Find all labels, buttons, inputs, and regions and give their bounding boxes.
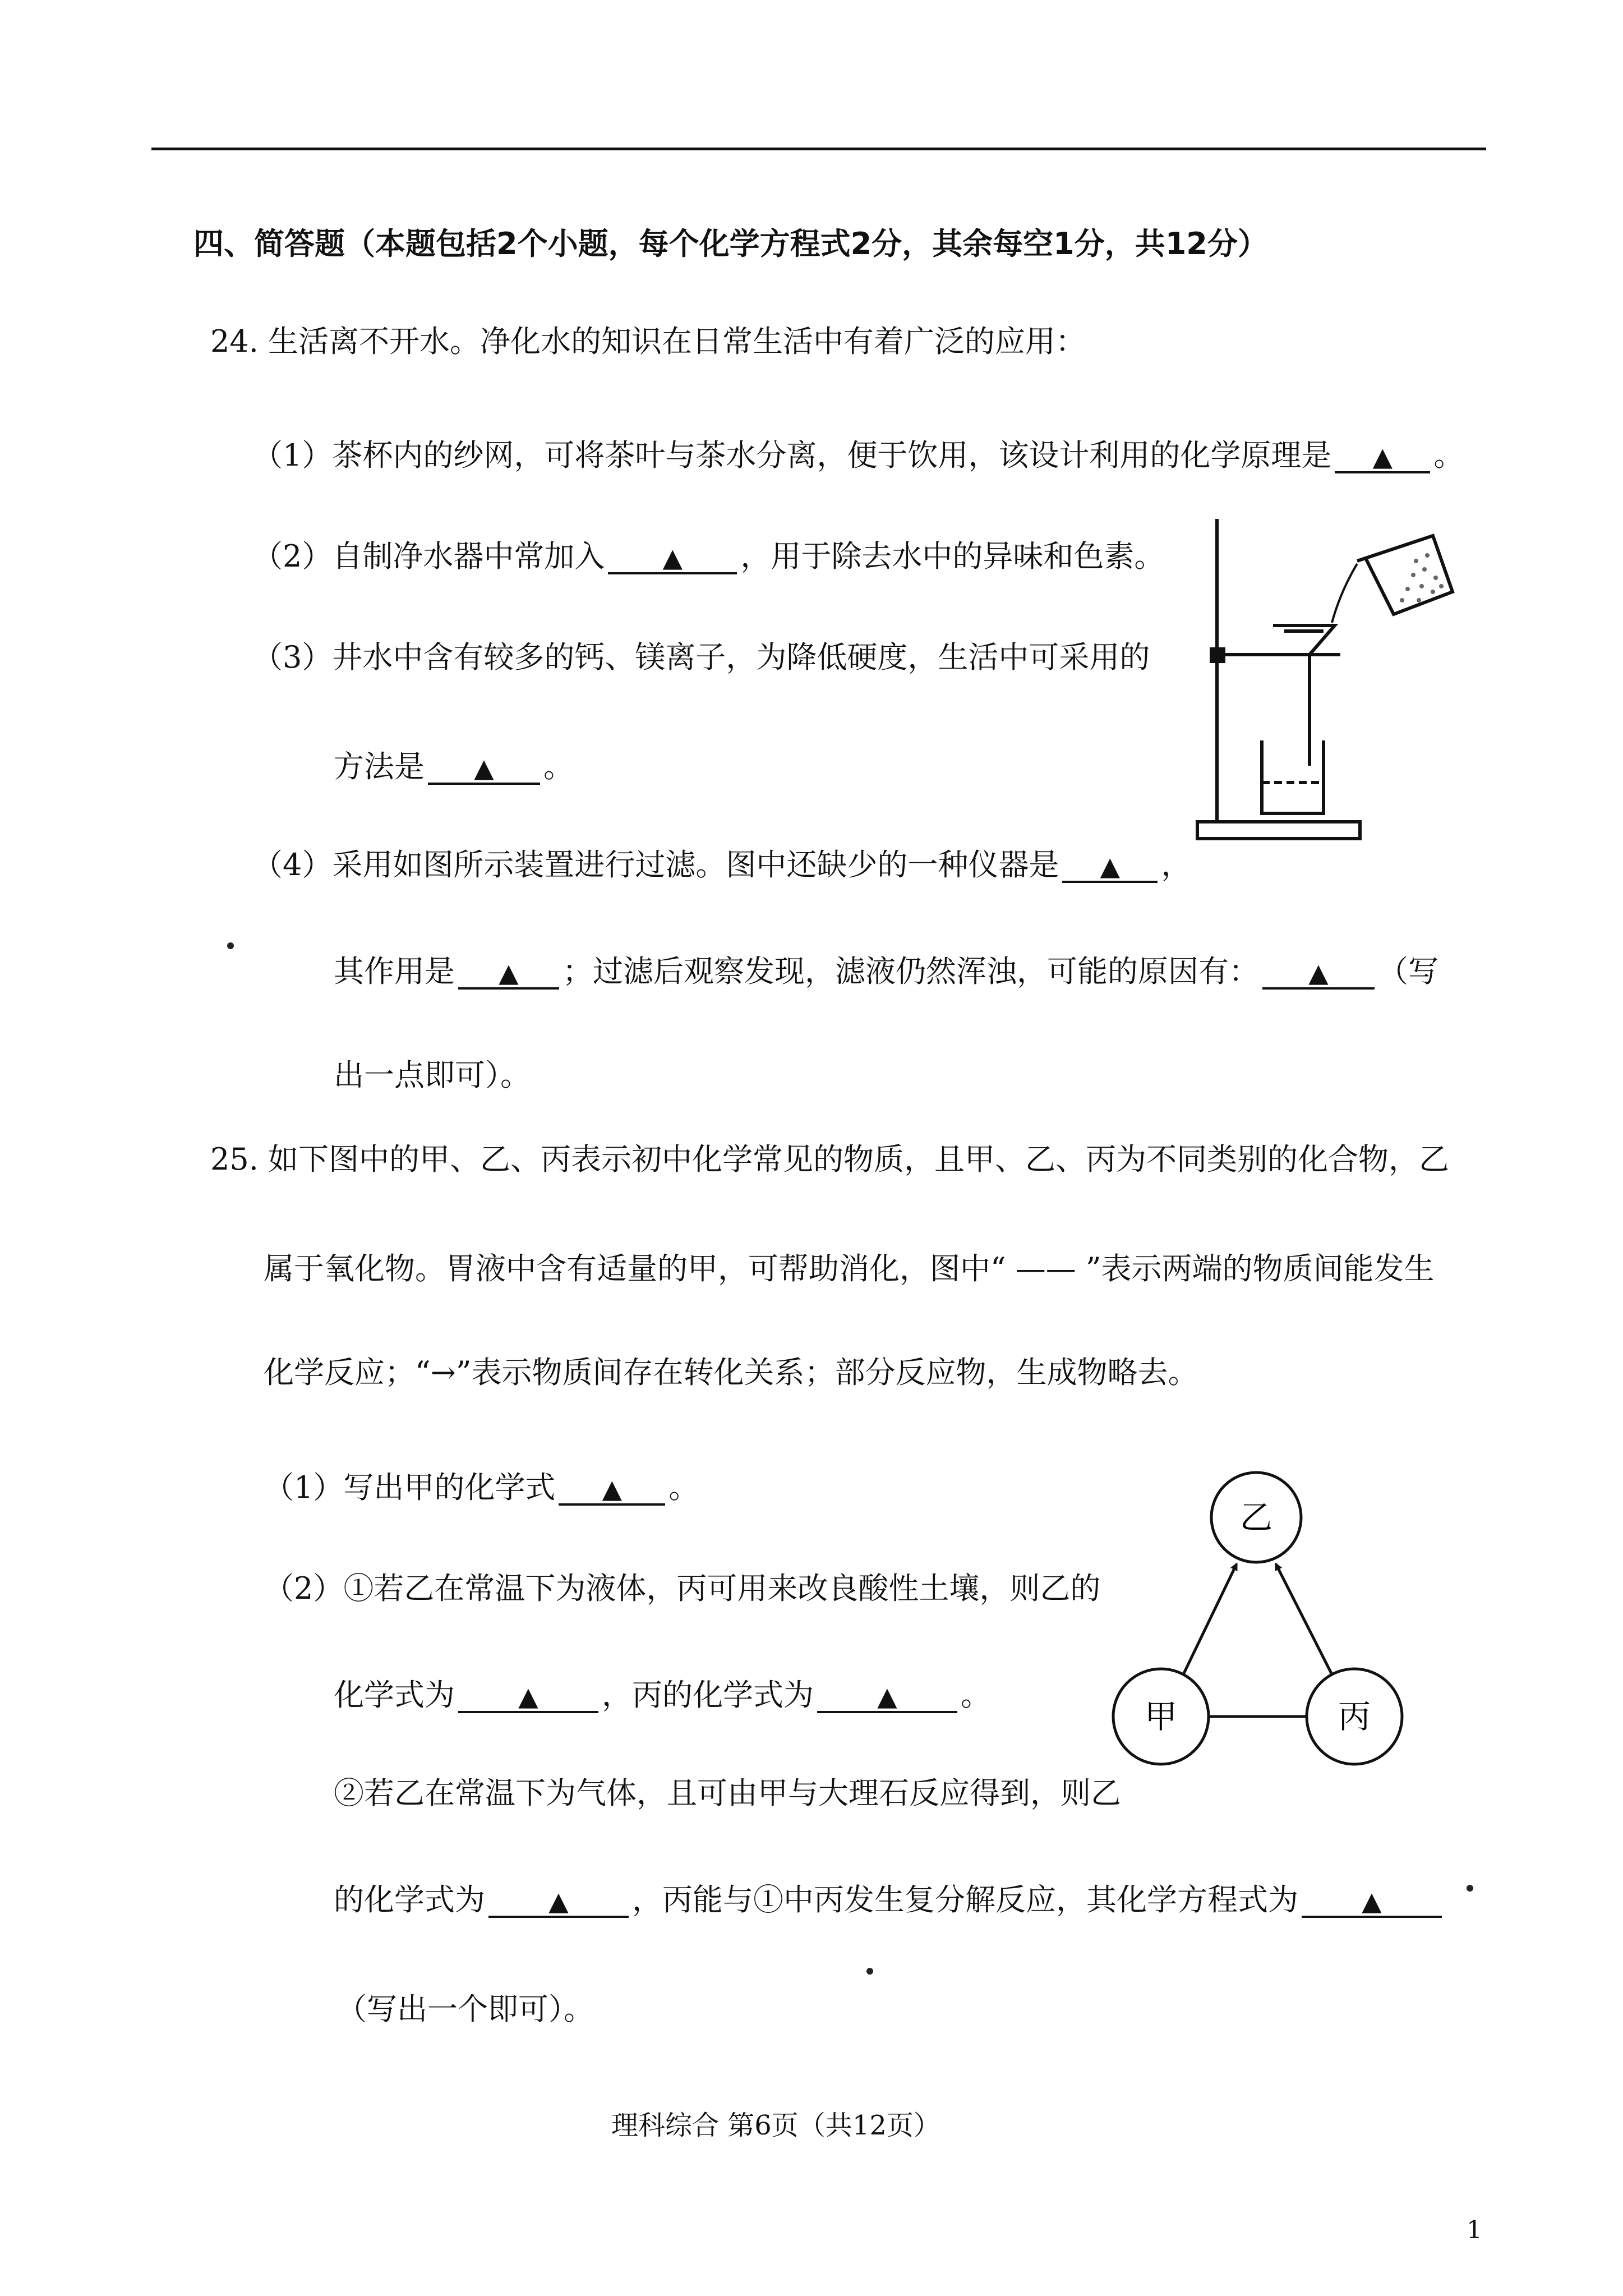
- q25-part2-line3: ②若乙在常温下为气体，且可由甲与大理石反应得到，则乙: [334, 1775, 1121, 1811]
- header-rule: [151, 148, 1486, 150]
- label-yi: 乙: [1239, 1498, 1273, 1536]
- answer-blank[interactable]: ▲: [458, 1682, 598, 1713]
- answer-blank[interactable]: ▲: [608, 544, 737, 574]
- q25-part2-line2: 化学式为 ▲ ，丙的化学式为 ▲ 。: [334, 1677, 991, 1713]
- label-jia: 甲: [1144, 1697, 1178, 1736]
- q24-part2: （2）自制净水器中常加入 ▲ ，用于除去水中的异味和色素。: [252, 539, 1165, 574]
- answer-blank[interactable]: ▲: [428, 754, 540, 785]
- q25-part2: （2）①若乙在常温下为液体，丙可用来改良酸性土壤，则乙的: [264, 1571, 1101, 1606]
- q24-part4: （4）采用如图所示装置进行过滤。图中还缺少的一种仪器是 ▲ ，: [252, 847, 1192, 882]
- q24-part3: （3）井水中含有较多的钙、镁离子，为降低硬度，生活中可采用的: [252, 639, 1150, 675]
- answer-blank[interactable]: ▲: [817, 1682, 957, 1713]
- scan-speck: [1467, 1885, 1473, 1892]
- q24-stem: 24. 生活离不开水。净化水的知识在日常生活中有着广泛的应用：: [210, 324, 1086, 359]
- q24-part4-cont: 其作用是 ▲ ；过滤后观察发现，滤液仍然浑浊，可能的原因有： ▲ （写: [334, 954, 1438, 989]
- q25-stem-line2: 属于氧化物。胃液中含有适量的甲，可帮助消化，图中“ —— ”表示两端的物质间能发生: [264, 1251, 1435, 1286]
- q25-part1: （1）写出甲的化学式 ▲ 。: [264, 1470, 699, 1505]
- answer-blank[interactable]: ▲: [1062, 852, 1158, 883]
- section-title: 四、简答题（本题包括2个小题，每个化学方程式2分，其余每空1分，共12分）: [193, 226, 1268, 261]
- arrow-jia-to-yi: [1183, 1564, 1237, 1674]
- page-number: 1: [1467, 2216, 1482, 2244]
- q25-part2-line4: 的化学式为 ▲ ，丙能与①中丙发生复分解反应，其化学方程式为 ▲: [334, 1885, 1445, 1918]
- scan-speck: [227, 942, 234, 949]
- page-footer: 理科综合 第6页（共12页）: [611, 2110, 940, 2141]
- answer-blank[interactable]: ▲: [559, 1475, 665, 1506]
- answer-blank[interactable]: ▲: [458, 959, 559, 990]
- relation-diagram: [1105, 1470, 1419, 1784]
- scan-speck: [866, 1968, 873, 1975]
- q24-part3-cont: 方法是 ▲ 。: [334, 749, 574, 784]
- arrow-bing-to-yi: [1276, 1564, 1332, 1674]
- answer-blank[interactable]: ▲: [1302, 1887, 1442, 1918]
- q24-part1: （1）茶杯内的纱网，可将茶叶与茶水分离，便于饮用，该设计利用的化学原理是 ▲ 。: [252, 438, 1464, 473]
- filtration-apparatus-figure: [1172, 508, 1469, 855]
- q25-stem-line3: 化学反应；“→”表示物质间存在转化关系；部分反应物，生成物略去。: [264, 1355, 1198, 1390]
- q25-stem-line1: 25. 如下图中的甲、乙、丙表示初中化学常见的物质，且甲、乙、丙为不同类别的化合物，乙: [210, 1142, 1450, 1177]
- answer-blank[interactable]: ▲: [1335, 443, 1430, 473]
- label-bing: 丙: [1338, 1697, 1371, 1736]
- q24-part4-end: 出一点即可）。: [334, 1057, 531, 1093]
- answer-blank[interactable]: ▲: [488, 1887, 629, 1918]
- q25-part2-end: （写出一个即可）。: [336, 1991, 594, 2027]
- answer-blank[interactable]: ▲: [1262, 959, 1375, 990]
